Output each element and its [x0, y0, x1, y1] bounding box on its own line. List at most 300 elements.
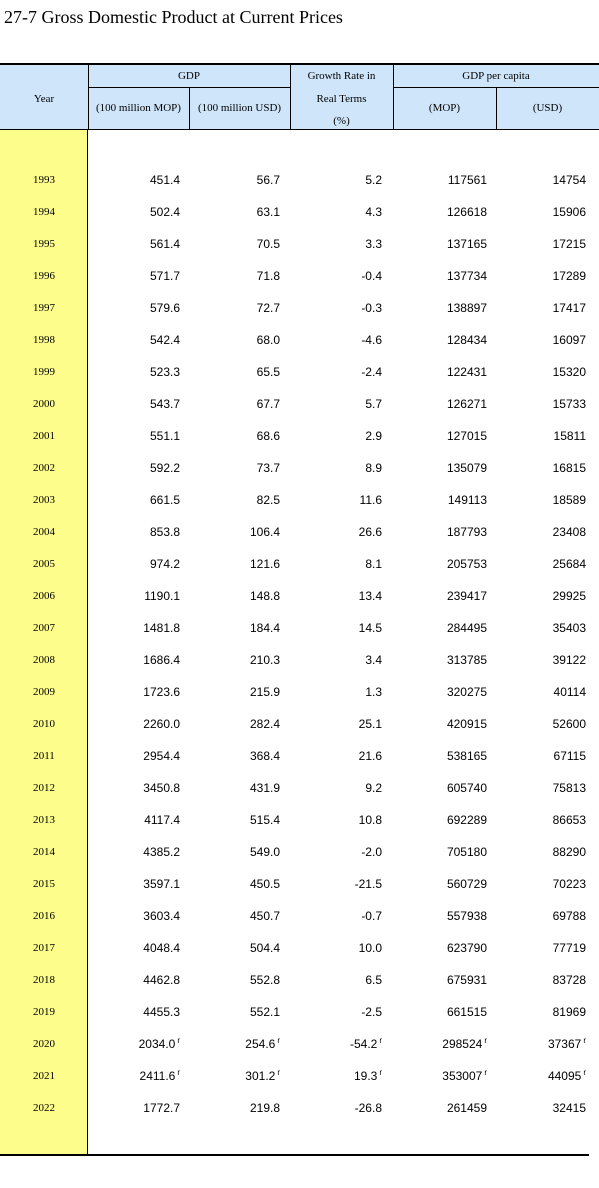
year-cell — [0, 524, 88, 540]
per-capita-usd-cell-value: 70223 — [552, 877, 586, 891]
per-capita-usd-cell-value: 17417 — [552, 301, 586, 315]
table-row — [0, 268, 599, 284]
year-cell — [0, 1004, 88, 1020]
per-capita-mop-cell — [447, 1004, 487, 1020]
per-capita-mop-cell-value: 313785 — [446, 653, 487, 667]
table-row — [0, 876, 599, 892]
per-capita-mop-cell-value: 675931 — [446, 973, 487, 987]
growth-rate-cell-value: 10.8 — [358, 813, 382, 827]
per-capita-usd-cell-value: 15733 — [552, 397, 586, 411]
header-year: Year — [33, 93, 55, 105]
gdp-usd-cell-value: 552.8 — [249, 973, 280, 987]
gdp-mop-cell — [143, 908, 180, 924]
year-cell — [0, 332, 88, 348]
per-capita-usd-cell-value: 14754 — [552, 173, 586, 187]
per-capita-usd-cell — [553, 492, 586, 508]
gdp-mop-cell-value: 1772.7 — [143, 1101, 180, 1115]
per-capita-mop-cell — [447, 524, 487, 540]
header-gdp-usd: (100 million USD) — [197, 102, 282, 114]
per-capita-mop-cell — [447, 332, 487, 348]
per-capita-mop-cell — [447, 1100, 487, 1116]
per-capita-usd-cell — [553, 908, 586, 924]
growth-rate-cell-value: 14.5 — [358, 621, 382, 635]
per-capita-mop-cell-value: 261459 — [446, 1101, 487, 1115]
per-capita-usd-cell-value: 88290 — [552, 845, 586, 859]
header-gdp: GDP — [177, 70, 200, 82]
per-capita-usd-cell-value: 18589 — [552, 493, 586, 507]
year-cell-value: 2017 — [33, 942, 55, 954]
year-cell-value: 2021 — [33, 1070, 55, 1082]
table-row — [0, 908, 599, 924]
per-capita-usd-cell — [553, 332, 586, 348]
gdp-usd-cell — [250, 588, 280, 604]
per-capita-mop-cell — [447, 748, 487, 764]
gdp-usd-cell — [250, 748, 280, 764]
gdp-mop-cell — [143, 972, 180, 988]
gdp-usd-cell — [257, 396, 280, 412]
table-row — [0, 652, 599, 668]
growth-rate-cell-value: 3.4 — [365, 653, 382, 667]
per-capita-usd-cell — [553, 620, 586, 636]
per-capita-mop-cell-value: 117561 — [447, 173, 487, 187]
growth-rate-cell — [355, 876, 382, 892]
gdp-usd-cell-value: 184.4 — [249, 621, 280, 635]
per-capita-usd-cell-value: 75813 — [552, 781, 586, 795]
growth-rate-cell-value: 13.4 — [358, 589, 382, 603]
gdp-usd-cell-value: 254.6 — [245, 1037, 276, 1051]
gdp-usd-cell — [257, 460, 280, 476]
gdp-usd-cell — [250, 972, 280, 988]
per-capita-usd-cell — [548, 1068, 586, 1084]
per-capita-mop-cell-value: 135079 — [446, 461, 487, 475]
gdp-mop-cell — [150, 300, 180, 316]
table-row — [0, 780, 599, 796]
per-capita-usd-cell — [553, 972, 586, 988]
year-cell-value: 2019 — [33, 1006, 55, 1018]
gdp-usd-cell — [250, 620, 280, 636]
growth-rate-cell — [361, 300, 382, 316]
gdp-mop-cell-value: 523.3 — [149, 365, 180, 379]
per-capita-mop-cell-value: 692289 — [446, 813, 487, 827]
year-cell — [0, 652, 88, 668]
per-capita-usd-cell-value: 37367 — [547, 1037, 582, 1051]
gdp-mop-cell — [139, 1036, 180, 1052]
table-row — [0, 300, 599, 316]
table-row — [0, 812, 599, 828]
gdp-usd-cell — [250, 908, 280, 924]
gdp-mop-cell-value: 1481.8 — [143, 621, 180, 635]
year-cell-value: 2012 — [33, 782, 55, 794]
year-cell — [0, 236, 88, 252]
table-row — [0, 844, 599, 860]
gdp-usd-cell — [257, 204, 280, 220]
gdp-usd-cell-value: 219.8 — [249, 1101, 280, 1115]
per-capita-usd-cell-value: 17289 — [552, 269, 586, 283]
header-pc-mop: (MOP) — [428, 102, 461, 114]
per-capita-mop-cell-value: 128434 — [446, 333, 487, 347]
growth-rate-cell — [359, 748, 382, 764]
gdp-mop-cell-value: 592.2 — [149, 461, 180, 475]
per-capita-usd-cell — [553, 716, 586, 732]
gdp-mop-cell — [150, 364, 180, 380]
year-cell — [0, 556, 88, 572]
growth-rate-cell — [365, 556, 382, 572]
growth-rate-cell-value: 4.3 — [365, 205, 382, 219]
gdp-mop-cell — [143, 684, 180, 700]
per-capita-mop-cell-value: 560729 — [446, 877, 487, 891]
per-capita-mop-cell — [447, 844, 487, 860]
growth-rate-cell-value: 25.1 — [358, 717, 382, 731]
table-row — [0, 332, 599, 348]
gdp-mop-cell — [143, 620, 180, 636]
growth-rate-cell-value: 26.6 — [358, 525, 382, 539]
year-cell — [0, 812, 88, 828]
table-row — [0, 236, 599, 252]
per-capita-mop-cell-value: 623790 — [446, 941, 487, 955]
gdp-usd-cell — [250, 524, 280, 540]
gdp-mop-cell — [150, 396, 180, 412]
per-capita-mop-cell — [447, 396, 487, 412]
header-pc-usd: (USD) — [532, 102, 563, 114]
gdp-mop-cell-value: 4462.8 — [143, 973, 180, 987]
gdp-mop-cell-value: 661.5 — [149, 493, 180, 507]
per-capita-usd-cell — [554, 748, 586, 764]
gdp-mop-cell — [143, 940, 180, 956]
per-capita-usd-cell — [553, 236, 586, 252]
year-cell-value: 2015 — [33, 878, 55, 890]
year-cell-value: 2001 — [33, 430, 55, 442]
per-capita-mop-cell — [442, 1068, 487, 1084]
gdp-usd-cell-value: 552.1 — [249, 1005, 280, 1019]
per-capita-mop-cell-value: 284495 — [446, 621, 487, 635]
year-cell — [0, 460, 88, 476]
gdp-mop-cell — [143, 652, 180, 668]
gdp-usd-cell — [250, 652, 280, 668]
per-capita-mop-cell — [447, 236, 487, 252]
growth-rate-cell — [361, 1004, 382, 1020]
table-row — [0, 620, 599, 636]
year-cell — [0, 844, 88, 860]
gdp-mop-cell — [143, 780, 180, 796]
growth-rate-cell-value: 1.3 — [365, 685, 382, 699]
per-capita-mop-cell — [447, 620, 487, 636]
table-row — [0, 428, 599, 444]
growth-rate-cell — [355, 1100, 382, 1116]
gdp-mop-cell-value: 502.4 — [149, 205, 180, 219]
gdp-mop-cell — [150, 492, 180, 508]
gdp-usd-cell-value: 106.4 — [249, 525, 280, 539]
per-capita-usd-cell-value: 29925 — [552, 589, 586, 603]
per-capita-mop-cell — [442, 1036, 487, 1052]
table-row — [0, 556, 599, 572]
per-capita-mop-cell-value: 538165 — [446, 749, 487, 763]
year-cell — [0, 684, 88, 700]
growth-rate-cell — [365, 172, 382, 188]
page-title: 27-7 Gross Domestic Product at Current Prices — [4, 7, 343, 27]
growth-rate-cell-value: 3.3 — [365, 237, 382, 251]
per-capita-mop-cell-value: 126618 — [446, 205, 487, 219]
per-capita-mop-cell — [447, 908, 487, 924]
growth-rate-cell-value: 21.6 — [358, 749, 382, 763]
gdp-mop-cell-value: 2034.0 — [138, 1037, 176, 1051]
per-capita-usd-cell-value: 67115 — [553, 749, 586, 763]
gdp-usd-cell-value: 282.4 — [249, 717, 280, 731]
growth-rate-cell — [359, 524, 382, 540]
per-capita-mop-cell-value: 187793 — [446, 525, 487, 539]
header-growth-line3: (%) — [333, 115, 350, 127]
growth-rate-cell — [359, 812, 382, 828]
per-capita-mop-cell — [447, 364, 487, 380]
per-capita-usd-cell — [553, 556, 586, 572]
table-row — [0, 972, 599, 988]
per-capita-usd-cell-value: 17215 — [552, 237, 586, 251]
gdp-mop-cell — [143, 748, 180, 764]
growth-rate-cell-value: 19.3 — [353, 1069, 378, 1083]
per-capita-usd-cell — [553, 1004, 586, 1020]
gdp-usd-cell-value: 450.7 — [249, 909, 280, 923]
gdp-mop-cell-value: 853.8 — [149, 525, 180, 539]
gdp-usd-cell — [250, 1100, 280, 1116]
year-cell — [0, 940, 88, 956]
per-capita-usd-cell — [553, 268, 586, 284]
table-row — [0, 172, 599, 188]
gdp-mop-cell-value: 4048.4 — [143, 941, 180, 955]
gdp-mop-cell-value: 1723.6 — [143, 685, 180, 699]
gdp-mop-cell — [144, 588, 180, 604]
year-cell — [0, 588, 88, 604]
per-capita-mop-cell-value: 298524 — [442, 1037, 483, 1051]
per-capita-usd-cell — [553, 812, 586, 828]
table-row — [0, 1068, 599, 1084]
per-capita-usd-cell — [553, 1100, 586, 1116]
gdp-usd-cell — [250, 716, 280, 732]
gdp-usd-cell-value: 148.8 — [249, 589, 280, 603]
growth-rate-cell — [365, 684, 382, 700]
per-capita-mop-cell — [447, 556, 487, 572]
per-capita-usd-cell — [553, 940, 586, 956]
year-cell-value: 1999 — [33, 366, 55, 378]
gdp-mop-cell — [143, 844, 180, 860]
gdp-usd-cell-value: 450.5 — [249, 877, 280, 891]
growth-rate-cell-value: 11.6 — [359, 493, 382, 507]
per-capita-usd-cell — [553, 396, 586, 412]
growth-rate-cell — [350, 1036, 382, 1052]
per-capita-mop-cell — [447, 812, 487, 828]
year-cell-value: 2007 — [33, 622, 55, 634]
per-capita-usd-cell — [553, 876, 586, 892]
gdp-usd-cell-value: 515.4 — [249, 813, 280, 827]
per-capita-usd-cell-value: 52600 — [552, 717, 586, 731]
year-cell — [0, 1100, 88, 1116]
per-capita-mop-cell — [447, 972, 487, 988]
growth-rate-cell-value: -0.4 — [361, 269, 382, 283]
gdp-usd-cell-value: 67.7 — [256, 397, 280, 411]
gdp-usd-cell — [245, 1036, 280, 1052]
per-capita-mop-cell-value: 705180 — [446, 845, 487, 859]
per-capita-mop-cell-value: 557938 — [446, 909, 487, 923]
growth-rate-cell-value: 10.0 — [358, 941, 382, 955]
gdp-usd-cell — [250, 844, 280, 860]
per-capita-usd-cell-value: 15906 — [552, 205, 586, 219]
revision-mark: r — [583, 1068, 586, 1077]
year-cell-value: 2020 — [33, 1038, 55, 1050]
growth-rate-cell-value: 6.5 — [365, 973, 382, 987]
table-row — [0, 492, 599, 508]
per-capita-mop-cell — [447, 940, 487, 956]
year-cell-value: 2009 — [33, 686, 55, 698]
per-capita-mop-cell-value: 205753 — [446, 557, 487, 571]
year-cell — [0, 972, 88, 988]
gdp-usd-cell-value: 368.4 — [249, 749, 280, 763]
gdp-usd-cell-value: 65.5 — [256, 365, 280, 379]
growth-rate-cell-value: -4.6 — [361, 333, 382, 347]
per-capita-usd-cell-value: 81969 — [552, 1005, 586, 1019]
growth-rate-cell-value: 2.9 — [365, 429, 382, 443]
year-cell — [0, 780, 88, 796]
growth-rate-cell-value: 8.1 — [365, 557, 382, 571]
growth-rate-cell — [361, 364, 382, 380]
growth-rate-cell — [365, 972, 382, 988]
per-capita-mop-cell-value: 138897 — [446, 301, 487, 315]
per-capita-mop-cell — [447, 652, 487, 668]
gdp-mop-cell — [150, 204, 180, 220]
growth-rate-cell — [354, 1068, 382, 1084]
per-capita-usd-cell-value: 23408 — [552, 525, 586, 539]
gdp-usd-cell-value: 72.7 — [256, 301, 280, 315]
per-capita-usd-cell-value: 35403 — [552, 621, 586, 635]
per-capita-mop-cell — [447, 460, 487, 476]
gdp-usd-cell-value: 431.9 — [249, 781, 280, 795]
gdp-usd-cell-value: 73.7 — [256, 461, 280, 475]
per-capita-mop-cell-value: 126271 — [446, 397, 487, 411]
growth-rate-cell — [365, 204, 382, 220]
year-cell-value: 2011 — [33, 750, 55, 762]
table-row — [0, 940, 599, 956]
growth-rate-cell — [365, 396, 382, 412]
revision-mark: r — [484, 1036, 487, 1045]
per-capita-mop-cell-value: 122431 — [446, 365, 487, 379]
year-cell-value: 2016 — [33, 910, 55, 922]
gdp-usd-cell-value: 215.9 — [249, 685, 280, 699]
year-cell-value: 2006 — [33, 590, 55, 602]
per-capita-mop-cell — [448, 492, 487, 508]
per-capita-usd-cell-value: 44095 — [547, 1069, 582, 1083]
gdp-mop-cell-value: 579.6 — [149, 301, 180, 315]
per-capita-usd-cell — [554, 684, 586, 700]
growth-rate-cell — [365, 236, 382, 252]
year-cell — [0, 748, 88, 764]
header-per-capita: GDP per capita — [462, 70, 530, 82]
gdp-mop-cell-value: 542.4 — [149, 333, 180, 347]
revision-mark: r — [379, 1036, 382, 1045]
gdp-mop-cell — [150, 236, 180, 252]
per-capita-usd-cell-value: 40114 — [553, 685, 586, 699]
table-row — [0, 524, 599, 540]
per-capita-usd-cell — [553, 844, 586, 860]
per-capita-mop-cell-value: 137165 — [446, 237, 487, 251]
gdp-usd-cell-value: 504.4 — [249, 941, 280, 955]
per-capita-usd-cell-value: 32415 — [552, 1101, 586, 1115]
table-row — [0, 684, 599, 700]
year-cell — [0, 1036, 88, 1052]
growth-rate-cell-value: -0.7 — [361, 909, 382, 923]
header-divider — [393, 87, 599, 88]
year-cell-value: 1996 — [33, 270, 55, 282]
gdp-mop-cell-value: 561.4 — [149, 237, 180, 251]
year-cell — [0, 300, 88, 316]
table-row — [0, 1100, 599, 1116]
per-capita-mop-cell — [447, 780, 487, 796]
gdp-mop-cell — [150, 332, 180, 348]
gdp-mop-cell — [140, 1068, 180, 1084]
growth-rate-cell-value: -21.5 — [354, 877, 382, 891]
gdp-mop-cell-value: 2411.6 — [139, 1069, 176, 1083]
per-capita-mop-cell — [447, 876, 487, 892]
per-capita-usd-cell-value: 16097 — [552, 333, 586, 347]
revision-mark: r — [177, 1068, 180, 1077]
per-capita-mop-cell-value: 239417 — [446, 589, 487, 603]
table-row — [0, 204, 599, 220]
growth-rate-cell — [361, 268, 382, 284]
per-capita-mop-cell — [447, 268, 487, 284]
per-capita-mop-cell — [447, 428, 487, 444]
gdp-usd-cell-value: 56.7 — [256, 173, 280, 187]
gdp-usd-cell — [257, 268, 280, 284]
year-cell-value: 1995 — [33, 238, 55, 250]
per-capita-usd-cell-value: 86653 — [552, 813, 586, 827]
per-capita-usd-cell — [553, 204, 586, 220]
gdp-mop-cell-value: 974.2 — [149, 557, 180, 571]
gdp-mop-cell — [143, 1100, 180, 1116]
per-capita-usd-cell — [553, 588, 586, 604]
growth-rate-cell — [365, 460, 382, 476]
year-cell-value: 2003 — [33, 494, 55, 506]
gdp-usd-cell-value: 121.6 — [249, 557, 280, 571]
per-capita-mop-cell — [447, 300, 487, 316]
gdp-usd-cell — [250, 940, 280, 956]
per-capita-mop-cell — [448, 172, 487, 188]
year-cell-value: 2014 — [33, 846, 55, 858]
table-row — [0, 1004, 599, 1020]
gdp-usd-cell — [250, 876, 280, 892]
revision-mark: r — [277, 1068, 280, 1077]
gdp-usd-cell — [245, 1068, 280, 1084]
gdp-usd-cell-value: 549.0 — [249, 845, 280, 859]
gdp-mop-cell-value: 3597.1 — [143, 877, 180, 891]
growth-rate-cell-value: 5.7 — [365, 397, 382, 411]
table-row — [0, 716, 599, 732]
gdp-usd-cell — [257, 364, 280, 380]
gdp-mop-cell — [150, 524, 180, 540]
growth-rate-cell — [359, 620, 382, 636]
revision-mark: r — [177, 1036, 180, 1045]
gdp-usd-cell — [257, 428, 280, 444]
revision-mark: r — [583, 1036, 586, 1045]
per-capita-usd-cell — [548, 1036, 586, 1052]
gdp-usd-cell-value: 68.6 — [256, 429, 280, 443]
year-cell — [0, 716, 88, 732]
per-capita-mop-cell-value: 149113 — [447, 493, 487, 507]
table-row — [0, 748, 599, 764]
year-cell-value: 2002 — [33, 462, 55, 474]
year-cell — [0, 620, 88, 636]
gdp-mop-cell — [143, 716, 180, 732]
year-cell-value: 2000 — [33, 398, 55, 410]
year-cell-value: 1998 — [33, 334, 55, 346]
gdp-usd-cell — [250, 812, 280, 828]
per-capita-usd-cell — [553, 460, 586, 476]
per-capita-usd-cell — [553, 524, 586, 540]
